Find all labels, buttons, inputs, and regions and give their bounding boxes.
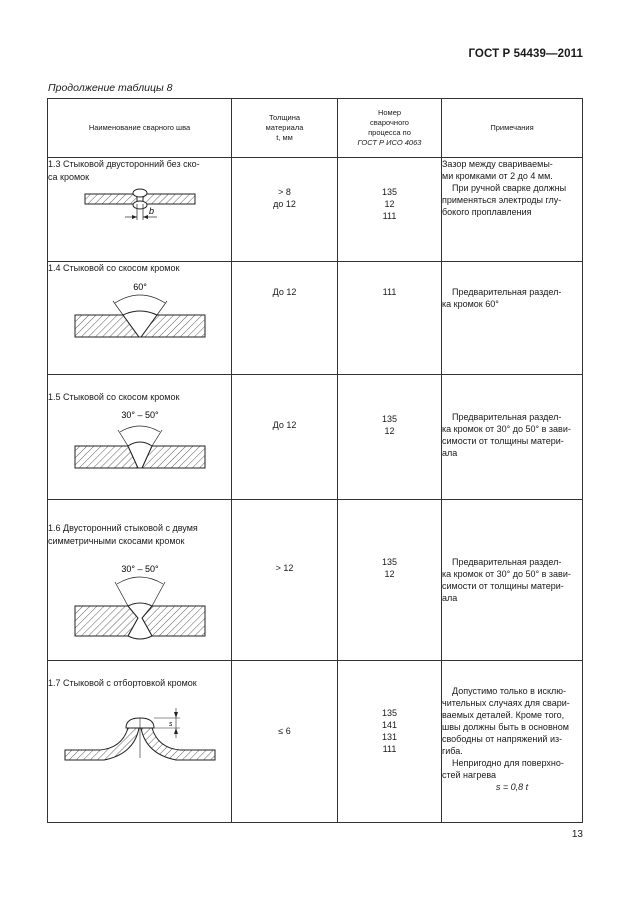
thickness-cell: [232, 661, 338, 823]
page-number: 13: [571, 829, 583, 840]
table-row: [48, 262, 583, 375]
formula: s = 0,8 t: [495, 782, 529, 792]
process-header-line: ГОСТ Р ИСО 4063: [357, 138, 422, 147]
process-value: 135: [381, 708, 398, 718]
process-value: 131: [381, 732, 398, 742]
flanged-butt-weld-figure: [60, 698, 220, 778]
thickness-value: До 12: [272, 420, 297, 430]
process-value: 111: [382, 744, 397, 754]
row-name-cell: [48, 500, 232, 661]
row-name-line: 1.3 Стыковой двусторонний без ско-: [48, 159, 200, 169]
note-line: Предварительная раздел-: [452, 287, 562, 297]
note-line: ка кромок от 30° до 50° в зави-: [442, 424, 571, 434]
process-header-line: Номер: [377, 108, 402, 117]
table-row: [48, 500, 583, 661]
thickness-cell: [232, 375, 338, 500]
col-header-thickness: [232, 99, 338, 158]
angle-label: 30° – 50°: [120, 410, 159, 420]
gap-label: b: [148, 206, 154, 216]
table-row: [48, 661, 583, 823]
note-line: Предварительная раздел-: [452, 412, 562, 422]
notes-cell: [442, 262, 583, 375]
row-name-line: 1.7 Стыковой с отбортовкой кромок: [48, 678, 197, 688]
process-cell: [338, 500, 442, 661]
process-value: 12: [384, 569, 395, 579]
process-value: 135: [381, 187, 398, 197]
process-header-line: сварочного: [370, 118, 409, 127]
thickness-cell: [232, 262, 338, 375]
thickness-header-line: Толщина: [268, 113, 301, 122]
butt-weld-no-bevel-figure: [65, 184, 215, 234]
note-line: Непригодно для поверхно-: [452, 758, 564, 768]
notes-cell: [442, 158, 583, 262]
row-name-line: са кромок: [48, 172, 90, 182]
note-line: ала: [442, 448, 458, 458]
row-name-line: 1.5 Стыковой со скосом кромок: [48, 392, 180, 402]
note-line: При ручной сварке должны: [452, 183, 567, 193]
thickness-header-line: t, мм: [276, 133, 293, 142]
angle-label: 30° – 50°: [120, 564, 159, 574]
process-cell: [338, 262, 442, 375]
process-value: 111: [382, 287, 397, 297]
note-line: Зазор между свариваемы-: [442, 159, 553, 169]
note-line: ала: [442, 593, 458, 603]
process-header-line: процесса по: [368, 128, 411, 137]
row-name-cell: [48, 262, 232, 375]
thickness-header-line: материала: [265, 123, 304, 132]
thickness-value: до 12: [273, 199, 296, 209]
col-header-name: Наименование сварного шва: [48, 99, 232, 158]
note-line: стей нагрева: [442, 770, 497, 780]
note-line: Предварительная раздел-: [452, 557, 562, 567]
process-value: 135: [381, 557, 398, 567]
thickness-cell: [232, 158, 338, 262]
process-cell: [338, 158, 442, 262]
note-line: швы должны быть в основном: [442, 722, 569, 732]
thickness-label: s: [168, 721, 172, 728]
note-line: гиба.: [442, 746, 463, 756]
thickness-value: ≤ 6: [278, 726, 291, 736]
note-line: ка кромок 60°: [442, 299, 499, 309]
single-v-weld-60-figure: [65, 275, 215, 345]
process-value: 12: [384, 426, 395, 436]
row-name-line: симметричными скосами кромок: [48, 536, 185, 546]
note-line: бокого проплавления: [442, 207, 532, 217]
process-value: 135: [381, 414, 398, 424]
process-cell: [338, 375, 442, 500]
notes-cell: [442, 661, 583, 823]
thickness-cell: [232, 500, 338, 661]
table-row: [48, 375, 583, 500]
note-line: чительных случаях для свари-: [442, 698, 570, 708]
note-line: Допустимо только в исклю-: [452, 686, 566, 696]
note-line: ваемых деталей. Кроме того,: [442, 710, 565, 720]
note-line: ми кромками от 2 до 4 мм.: [442, 171, 553, 181]
table-caption: Продолжение таблицы 8: [48, 82, 173, 94]
thickness-value: До 12: [272, 287, 297, 297]
process-value: 111: [382, 211, 397, 221]
notes-cell: [442, 500, 583, 661]
notes-cell: [442, 375, 583, 500]
note-line: симости от толщины матери-: [442, 581, 564, 591]
col-header-process: [338, 99, 442, 158]
col-header-notes: Примечания: [442, 99, 583, 158]
note-line: симости от толщины матери-: [442, 436, 564, 446]
row-name-cell: [48, 375, 232, 500]
process-value: 141: [381, 720, 398, 730]
thickness-value: > 8: [278, 187, 291, 197]
row-name-line: 1.6 Двусторонний стыковой с двумя: [48, 523, 198, 533]
thickness-value: > 12: [275, 563, 294, 573]
note-line: применяться электроды глу-: [442, 195, 562, 205]
row-name-line: 1.4 Стыковой со скосом кромок: [48, 263, 180, 273]
weld-table: [47, 98, 583, 823]
table-row: [48, 158, 583, 262]
double-v-weld-figure: [65, 560, 215, 650]
single-v-weld-30-50-figure: [65, 404, 215, 476]
standard-number: ГОСТ Р 54439—2011: [468, 48, 583, 60]
note-line: ка кромок от 30° до 50° в зави-: [442, 569, 571, 579]
process-cell: [338, 661, 442, 823]
table-header-row: [48, 99, 583, 158]
row-name-cell: [48, 661, 232, 823]
row-name-cell: [48, 158, 232, 262]
process-value: 12: [384, 199, 395, 209]
angle-label: 60°: [132, 282, 147, 292]
note-line: свободны от напряжений из-: [442, 734, 563, 744]
